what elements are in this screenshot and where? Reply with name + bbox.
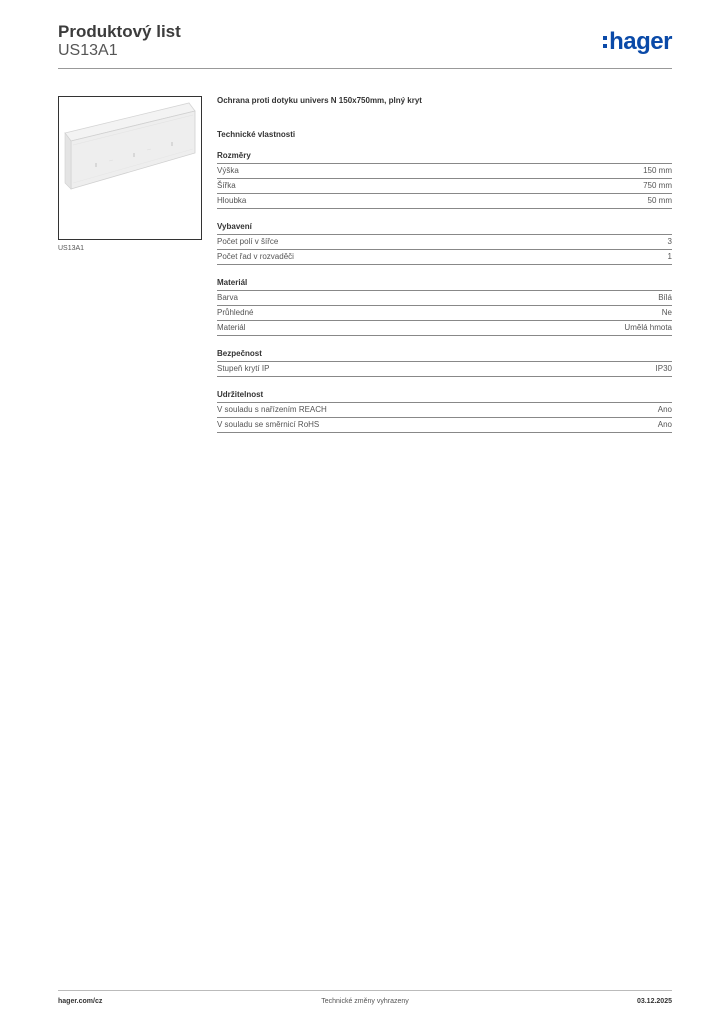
logo-dots-icon (603, 34, 607, 50)
page-title: Produktový list (58, 22, 181, 41)
spec-label: Průhledné (217, 308, 254, 317)
image-caption: US13A1 (58, 245, 85, 252)
tech-properties-title: Technické vlastnosti (217, 130, 296, 139)
footer-date: 03.12.2025 (636, 998, 672, 1005)
product-code: US13A1 (58, 42, 118, 59)
spec-row (217, 179, 672, 194)
product-image-icon (59, 97, 201, 239)
footer-website-link[interactable]: hager.com/cz (58, 998, 103, 1005)
spec-row (217, 235, 672, 250)
spec-label: Barva (217, 293, 238, 302)
spec-label: V souladu s nařízením REACH (217, 405, 327, 414)
spec-label: Hloubka (217, 196, 247, 205)
spec-value: 3 (667, 237, 672, 246)
spec-row (217, 194, 672, 209)
page-footer (58, 998, 672, 1010)
spec-row (217, 403, 672, 418)
spec-label: Počet polí v šířce (217, 237, 279, 246)
spec-value: Umělá hmota (624, 323, 672, 332)
spec-value: IP30 (655, 364, 672, 373)
product-description: Ochrana proti dotyku univers N 150x750mm, plný kryt (217, 96, 422, 105)
spec-value: 750 mm (643, 181, 672, 190)
spec-value: 150 mm (643, 166, 672, 175)
spec-value: 50 mm (647, 196, 672, 205)
section-title: Rozměry (217, 149, 672, 164)
spec-label: Materiál (217, 323, 246, 332)
section-dimensions (217, 149, 672, 209)
spec-value: Ne (661, 308, 672, 317)
spec-row (217, 250, 672, 265)
spec-value: 1 (667, 252, 672, 261)
hager-logo (603, 28, 672, 56)
spec-label: V souladu se směrnicí RoHS (217, 420, 320, 429)
spec-row (217, 362, 672, 377)
section-title: Vybavení (217, 220, 672, 235)
spec-value: Bílá (658, 293, 672, 302)
spec-row (217, 418, 672, 433)
footer-notice: Technické změny vyhrazeny (321, 998, 409, 1005)
section-sustainability (217, 388, 672, 433)
footer-divider (58, 990, 672, 991)
section-safety (217, 347, 672, 377)
header-divider (58, 68, 672, 69)
spec-value: Ano (657, 405, 672, 414)
product-image (58, 96, 202, 240)
spec-label: Šířka (217, 181, 236, 190)
spec-row (217, 306, 672, 321)
spec-label: Počet řad v rozvaděči (217, 252, 294, 261)
section-equipment (217, 220, 672, 265)
section-material (217, 276, 672, 336)
section-title: Materiál (217, 276, 672, 291)
spec-row (217, 321, 672, 336)
spec-label: Výška (217, 166, 239, 175)
spec-value: Ano (657, 420, 672, 429)
section-title: Bezpečnost (217, 347, 672, 362)
spec-label: Stupeň krytí IP (217, 364, 270, 373)
section-title: Udržitelnost (217, 388, 672, 403)
logo-text: hager (609, 28, 672, 55)
spec-row (217, 291, 672, 306)
spec-content (217, 95, 672, 433)
page-header (58, 20, 672, 68)
spec-row (217, 164, 672, 179)
